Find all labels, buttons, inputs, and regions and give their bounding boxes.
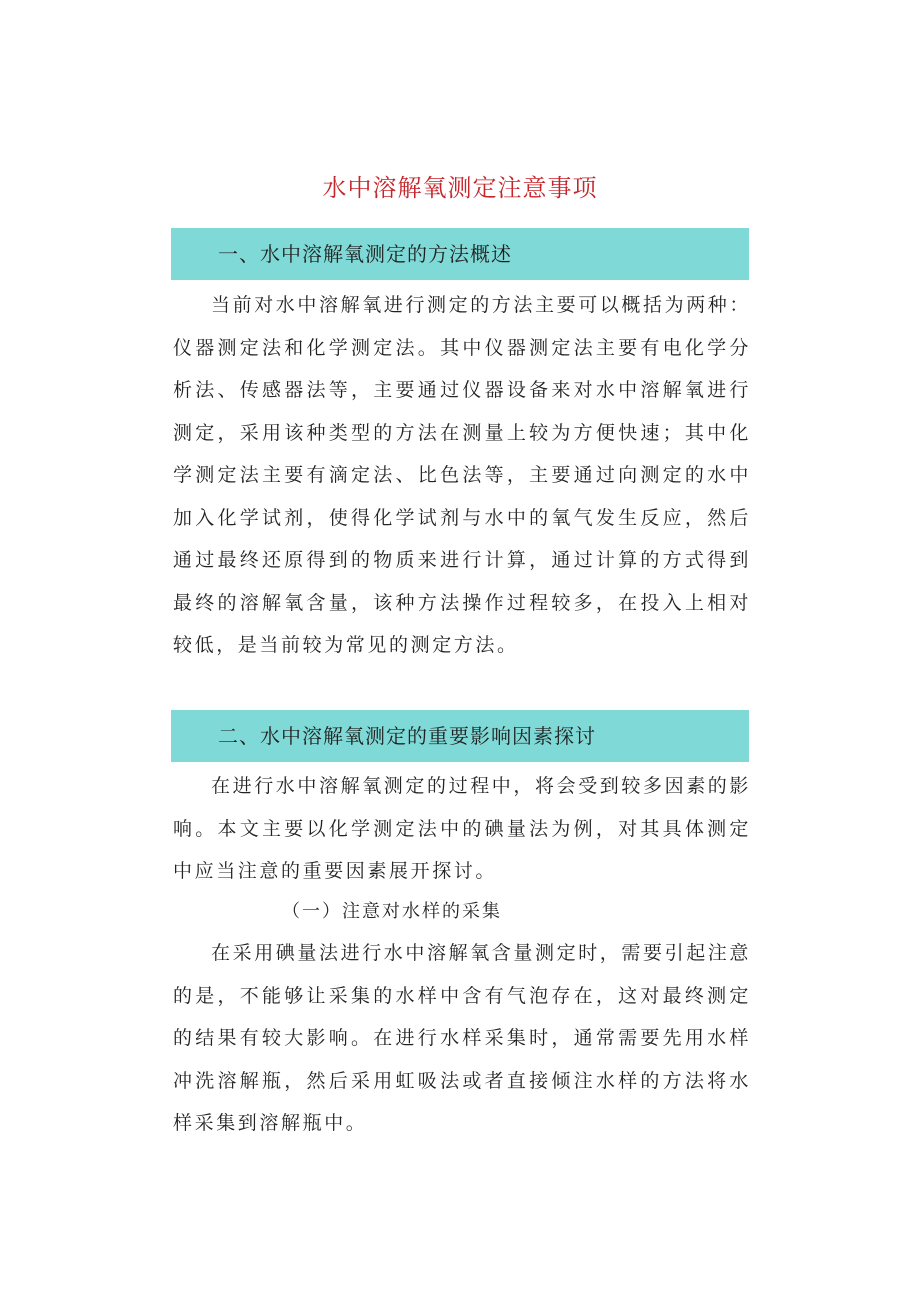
document-title: 水中溶解氧测定注意事项: [322, 174, 598, 202]
section-2-paragraph: 在进行水中溶解氧测定的过程中，将会受到较多因素的影响。本文主要以化学测定法中的碘量法为例，对其具体测定中应当注意的重要因素展开探讨。: [173, 775, 752, 882]
section-heading-bar-1: [171, 228, 749, 280]
section-heading-1: 一、水中溶解氧测定的方法概述: [218, 242, 512, 266]
subsection-heading-1: （一）注意对水样的采集: [282, 901, 502, 922]
section-heading-2: 二、水中溶解氧测定的重要影响因素探讨: [218, 724, 596, 748]
section-heading-bar-2: [171, 710, 749, 762]
subsection-1-paragraph: 在采用碘量法进行水中溶解氧含量测定时，需要引起注意的是，不能够让采集的水样中含有气泡存在，这对最终测定的结果有较大影响。在进行水样采集时，通常需要先用水样冲洗溶解瓶，然后采用虹吸法或者直接倾注水样的方法将水样采集到溶解瓶中。: [173, 942, 752, 1134]
section-1-paragraph: 当前对水中溶解氧进行测定的方法主要可以概括为两种：仪器测定法和化学测定法。其中仪器测定法主要有电化学分析法、传感器法等，主要通过仪器设备来对水中溶解氧进行测定，采用该种类型的方法在测量上较为方便快速；其中化学测定法主要有滴定法、比色法等，主要通过向测定的水中加入化学试剂，使得化学试剂与水中的氧气发生反应，然后通过最终还原得到的物质来进行计算，通过计算的方式得到最终的溶解氧含量，该种方法操作过程较多，在投入上相对较低，是当前较为常见的测定方法。: [173, 294, 752, 656]
